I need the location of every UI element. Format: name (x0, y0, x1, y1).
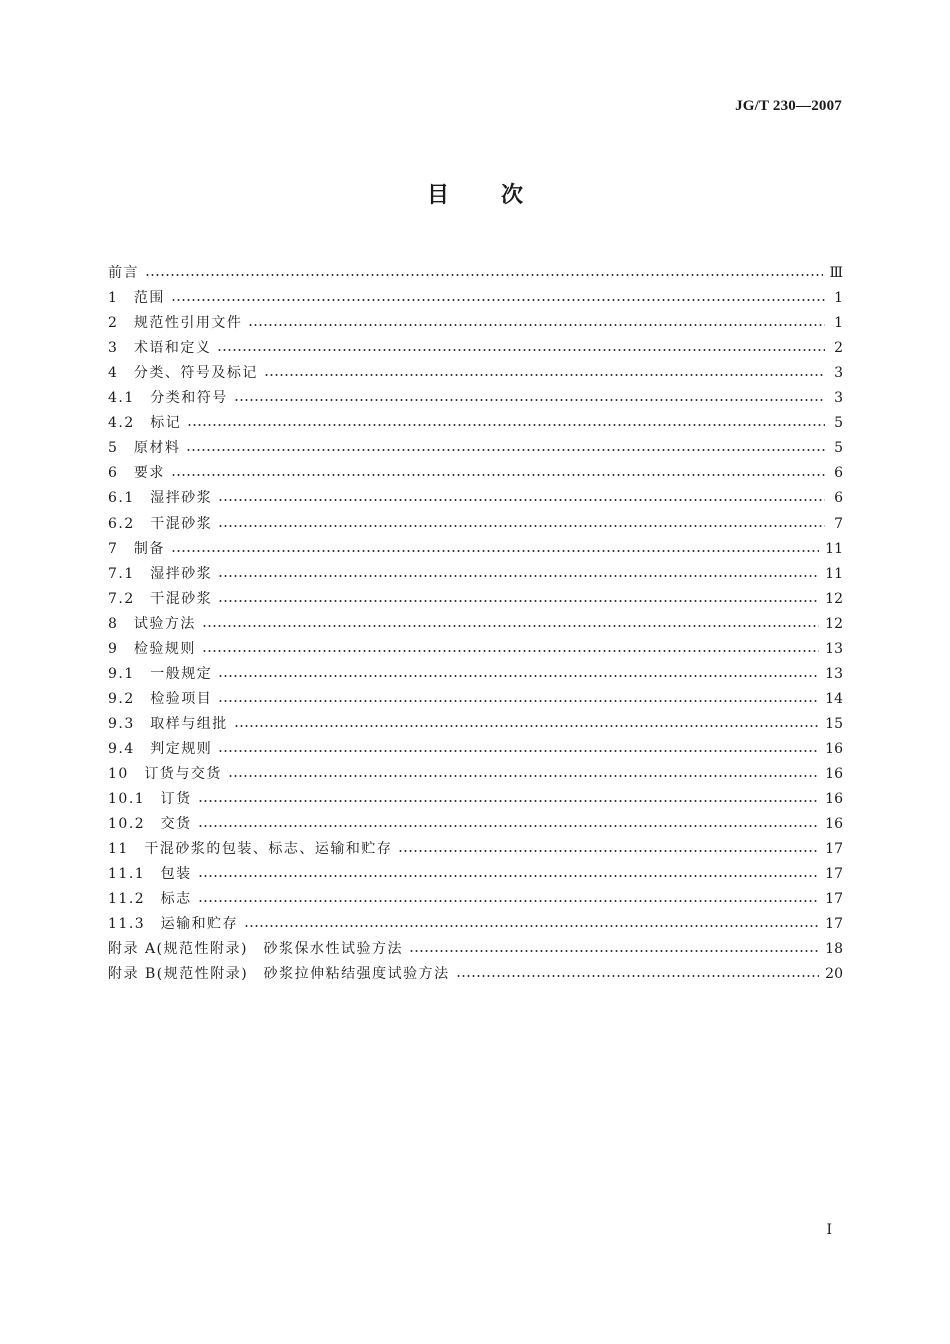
dot-leader (186, 446, 825, 454)
dot-leader (198, 822, 820, 830)
toc-heading (0, 178, 950, 209)
page-number: I (826, 1222, 832, 1238)
toc-entry-page: 3 (834, 365, 843, 382)
table-of-contents (108, 258, 843, 984)
toc-entry-page: 6 (834, 490, 843, 507)
toc-entry[interactable] (108, 383, 843, 408)
toc-entry-label: 4.1 分类和符号 (108, 390, 228, 407)
toc-entry-label: 9.1 一般规定 (108, 665, 213, 682)
toc-entry[interactable] (108, 859, 843, 884)
toc-entry-label: 11.3 运输和贮存 (108, 916, 239, 933)
toc-entry[interactable] (108, 659, 843, 684)
dot-leader (218, 697, 819, 705)
toc-entry[interactable] (108, 634, 843, 659)
toc-entry[interactable] (108, 333, 843, 358)
toc-entry[interactable] (108, 483, 843, 508)
toc-entry[interactable] (108, 959, 843, 984)
toc-entry-page: 13 (825, 665, 843, 682)
dot-leader (218, 496, 825, 504)
toc-entry-page: 17 (825, 916, 843, 933)
dot-leader (234, 396, 825, 404)
dot-leader (228, 772, 819, 780)
toc-entry-label: 4.2 标记 (108, 415, 182, 432)
toc-entry-page: 20 (825, 966, 843, 983)
toc-entry-page: 7 (834, 515, 843, 532)
toc-entry[interactable] (108, 734, 843, 759)
toc-entry-label: 10.2 交货 (108, 816, 192, 833)
dot-leader (244, 922, 819, 930)
dot-leader (202, 647, 819, 655)
toc-entry[interactable] (108, 534, 843, 559)
toc-entry[interactable] (108, 609, 843, 634)
toc-entry[interactable] (108, 258, 843, 283)
toc-entry[interactable] (108, 559, 843, 584)
toc-entry-label: 6 要求 (108, 465, 165, 482)
toc-entry-label: 3 术语和定义 (108, 340, 212, 357)
toc-entry-label: 9 检验规则 (108, 640, 196, 657)
toc-entry[interactable] (108, 358, 843, 383)
toc-entry[interactable] (108, 784, 843, 809)
toc-entry-page: 11 (825, 565, 843, 582)
dot-leader (198, 897, 820, 905)
dot-leader (171, 547, 819, 555)
toc-entry-label: 2 规范性引用文件 (108, 315, 243, 332)
toc-entry-label: 6.1 湿拌砂浆 (108, 490, 213, 507)
toc-entry[interactable] (108, 884, 843, 909)
toc-entry[interactable] (108, 834, 843, 859)
dot-leader (409, 947, 819, 955)
dot-leader (218, 597, 819, 605)
dot-leader (248, 321, 825, 329)
dot-leader (218, 522, 825, 530)
toc-entry-label: 前言 (108, 265, 139, 282)
dot-leader (218, 672, 819, 680)
toc-entry-label: 4 分类、符号及标记 (108, 365, 258, 382)
toc-entry[interactable] (108, 308, 843, 333)
toc-entry[interactable] (108, 934, 843, 959)
toc-entry-page: 3 (834, 390, 843, 407)
toc-entry[interactable] (108, 508, 843, 533)
toc-entry-page: 14 (825, 690, 843, 707)
toc-entry[interactable] (108, 809, 843, 834)
toc-entry[interactable] (108, 909, 843, 934)
dot-leader (456, 972, 820, 980)
dot-leader (234, 722, 819, 730)
toc-entry-label: 11 干混砂浆的包装、标志、运输和贮存 (108, 841, 393, 858)
toc-entry[interactable] (108, 709, 843, 734)
toc-entry-page: 13 (825, 640, 843, 657)
toc-entry-label: 7.2 干混砂浆 (108, 590, 213, 607)
dot-leader (198, 797, 820, 805)
toc-entry[interactable] (108, 458, 843, 483)
toc-entry-label: 11.1 包装 (108, 866, 192, 883)
toc-entry[interactable] (108, 408, 843, 433)
dot-leader (202, 622, 819, 630)
toc-entry-label: 8 试验方法 (108, 615, 196, 632)
dot-leader (218, 572, 819, 580)
dot-leader (217, 346, 825, 354)
toc-entry-page: 15 (825, 715, 843, 732)
toc-entry-label: 5 原材料 (108, 440, 181, 457)
dot-leader (398, 847, 819, 855)
toc-entry-page: 11 (825, 540, 843, 557)
dot-leader (145, 271, 823, 279)
toc-entry-label: 7 制备 (108, 540, 165, 557)
toc-entry-page: 1 (834, 315, 843, 332)
toc-entry-label: 10.1 订货 (108, 791, 192, 808)
toc-heading-char-2: 次 (501, 183, 524, 208)
toc-entry[interactable] (108, 759, 843, 784)
dot-leader (218, 747, 819, 755)
toc-entry-label: 附录 A(规范性附录) 砂浆保水性试验方法 (108, 941, 403, 958)
toc-entry-page: 16 (825, 816, 843, 833)
toc-entry[interactable] (108, 684, 843, 709)
toc-entry-page: 16 (825, 740, 843, 757)
dot-leader (171, 471, 825, 479)
toc-entry[interactable] (108, 584, 843, 609)
standard-code: JG/T 230—2007 (735, 98, 842, 114)
toc-entry-label: 7.1 湿拌砂浆 (108, 565, 213, 582)
toc-entry-label: 1 范围 (108, 290, 165, 307)
toc-entry[interactable] (108, 433, 843, 458)
toc-entry-page: 16 (825, 791, 843, 808)
toc-entry-page: 2 (834, 340, 843, 357)
toc-entry-page: 17 (825, 891, 843, 908)
toc-entry-label: 9.4 判定规则 (108, 740, 213, 757)
toc-entry-page: 12 (825, 615, 843, 632)
toc-entry-label: 9.3 取样与组批 (108, 715, 228, 732)
toc-entry-page: Ⅲ (829, 265, 843, 282)
toc-entry-page: 6 (834, 465, 843, 482)
dot-leader (171, 296, 825, 304)
toc-entry-label: 11.2 标志 (108, 891, 192, 908)
toc-entry-label: 10 订货与交货 (108, 765, 222, 782)
toc-entry-page: 1 (834, 290, 843, 307)
toc-entry-label: 附录 B(规范性附录) 砂浆拉伸粘结强度试验方法 (108, 966, 450, 983)
toc-heading-char-1: 目 (426, 183, 449, 208)
toc-entry-page: 5 (834, 415, 843, 432)
toc-entry-page: 18 (825, 941, 843, 958)
dot-leader (198, 872, 820, 880)
toc-entry-label: 9.2 检验项目 (108, 690, 213, 707)
toc-entry-label: 6.2 干混砂浆 (108, 515, 213, 532)
toc-entry-page: 12 (825, 590, 843, 607)
toc-entry-page: 16 (825, 765, 843, 782)
toc-entry-page: 5 (834, 440, 843, 457)
toc-entry[interactable] (108, 283, 843, 308)
dot-leader (187, 421, 825, 429)
dot-leader (264, 371, 825, 379)
toc-entry-page: 17 (825, 841, 843, 858)
toc-entry-page: 17 (825, 866, 843, 883)
